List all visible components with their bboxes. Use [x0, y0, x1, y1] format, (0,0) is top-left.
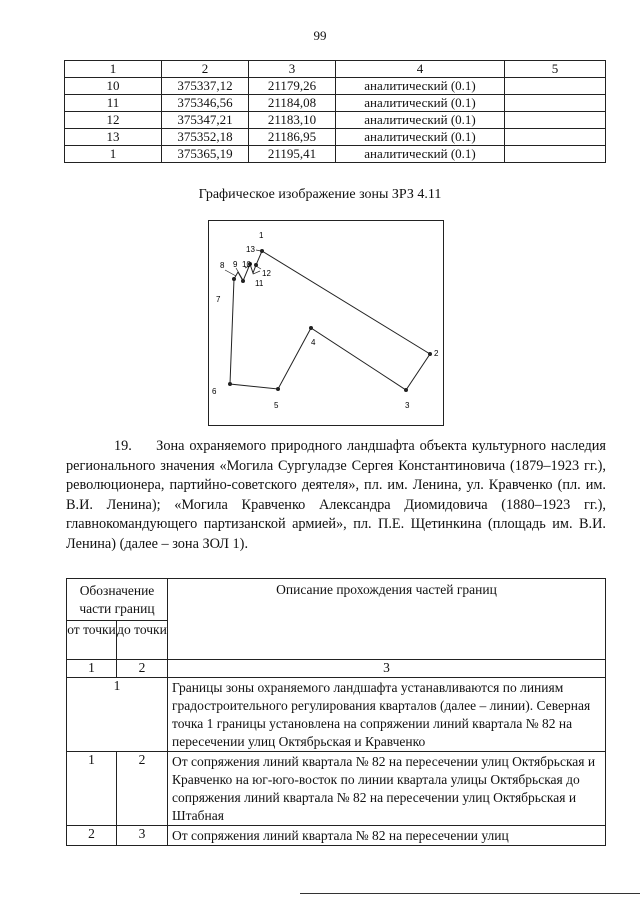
table-cell: аналитический (0.1) — [336, 146, 505, 163]
table-row — [65, 112, 606, 129]
table-cell: 375346,56 — [162, 95, 249, 112]
column-header: 1 — [65, 61, 162, 78]
table-cell-description: От сопряжения линий квартала № 82 на пересечении улиц Октябрьская и Кравченко на юг-юго-восток по линии квартала улицы Октябрьская до сопряжения линий квартала № 82 на пересечении улиц Октябрьская и Штабная — [168, 752, 606, 826]
vertex-6 — [228, 382, 232, 386]
table-cell: 21186,95 — [249, 129, 336, 146]
point-label-1: 1 — [259, 231, 264, 240]
table-cell: 375337,12 — [162, 78, 249, 95]
zone-description-paragraph — [66, 437, 606, 555]
point-label-11: 11 — [255, 279, 264, 288]
table-cell-from: 2 — [67, 826, 117, 846]
table-cell: 21184,08 — [249, 95, 336, 112]
coordinates-table — [64, 60, 606, 163]
point-label-3: 3 — [405, 401, 410, 410]
table-cell-description: От сопряжения линий квартала № 82 на пересечении улиц — [168, 826, 606, 846]
point-label-8: 8 — [220, 261, 225, 270]
column-number: 2 — [117, 660, 168, 678]
table-row — [65, 146, 606, 163]
point-label-4: 4 — [311, 338, 316, 347]
table-cell: 21179,26 — [249, 78, 336, 95]
column-header: 3 — [249, 61, 336, 78]
table-cell: 21183,10 — [249, 112, 336, 129]
table-cell: аналитический (0.1) — [336, 95, 505, 112]
table-header-row — [65, 61, 606, 78]
table-cell: 10 — [65, 78, 162, 95]
paragraph-text: Зона охраняемого природного ландшафта объекта культурного наследия регионального значения «Могила Сургуладзе Сергея Константиновича (1879–1923 гг.), революционера, партийно-советского деятеля», пл. им. Ленина, ул. Кравченко (пл. им. В.И. Ленина); «Могила Кравченко Александра Диомидовича (1880–1923 гг.), главнокомандующего партизанской армией», пл. П.Е. Щетинкина (площадь им. В.И. Ленина) (далее – зона ЗОЛ 1). — [66, 438, 606, 552]
table-row — [65, 129, 606, 146]
column-header: 4 — [336, 61, 505, 78]
table-cell: аналитический (0.1) — [336, 129, 505, 146]
zone-boundary-figure — [208, 220, 444, 426]
table-cell: аналитический (0.1) — [336, 78, 505, 95]
table-cell: 11 — [65, 95, 162, 112]
table-cell: 375365,19 — [162, 146, 249, 163]
table-cell-to: 2 — [117, 752, 168, 826]
vertex-3 — [404, 388, 408, 392]
header-description: Описание прохождения частей границ — [168, 579, 606, 660]
point-label-13: 13 — [246, 245, 255, 254]
zone-boundary-diagram — [208, 220, 444, 426]
header-from-point: от точки — [67, 621, 117, 660]
column-number: 3 — [168, 660, 606, 678]
table-cell: 13 — [65, 129, 162, 146]
table-cell-from: 1 — [67, 752, 117, 826]
table-cell — [505, 129, 606, 146]
point-label-5: 5 — [274, 401, 279, 410]
point-label-2: 2 — [434, 349, 439, 358]
point-label-10: 10 — [242, 260, 251, 269]
vertex-2 — [428, 352, 432, 356]
figure-caption: Графическое изображение зоны ЗРЗ 4.11 — [198, 187, 442, 202]
table-cell-description: Границы зоны охраняемого ландшафта устанавливаются по линиям градостроительного регулирования кварталов (далее – линии). Северная точка 1 границы установлена на сопряжении линий квартала № 82 на пересечении улиц Октябрьская и Кравченко — [168, 678, 606, 752]
table-number-row — [67, 660, 606, 678]
page-number: 99 — [313, 28, 327, 43]
table-row — [67, 678, 606, 752]
table-cell: 375347,21 — [162, 112, 249, 129]
header-to-point: до точки — [117, 621, 168, 660]
table-cell — [505, 112, 606, 129]
table-header-row — [67, 579, 606, 621]
table-row — [67, 826, 606, 846]
table-row — [65, 95, 606, 112]
table-row — [65, 78, 606, 95]
vertex-4 — [309, 326, 313, 330]
point-label-9: 9 — [233, 260, 238, 269]
column-header: 5 — [505, 61, 606, 78]
table-cell: 12 — [65, 112, 162, 129]
table-cell: 1 — [65, 146, 162, 163]
column-number: 1 — [67, 660, 117, 678]
column-header: 2 — [162, 61, 249, 78]
boundary-description-table — [66, 578, 606, 846]
table-cell-from: 1 — [67, 678, 168, 752]
point-label-6: 6 — [212, 387, 217, 396]
table-cell — [505, 78, 606, 95]
figure-frame — [209, 221, 444, 426]
page-bottom-divider — [300, 893, 640, 894]
paragraph-body — [66, 437, 606, 555]
table-cell: 21195,41 — [249, 146, 336, 163]
paragraph-number: 19. — [114, 438, 132, 454]
point-label-7: 7 — [216, 295, 221, 304]
table-cell — [505, 95, 606, 112]
header-designation: Обозначение части границ — [67, 579, 168, 621]
table-cell — [505, 146, 606, 163]
table-cell: аналитический (0.1) — [336, 112, 505, 129]
vertex-7 — [232, 277, 236, 281]
table-cell-to: 3 — [117, 826, 168, 846]
table-row — [67, 752, 606, 826]
table-cell: 375352,18 — [162, 129, 249, 146]
point-label-12: 12 — [262, 269, 271, 278]
vertex-5 — [276, 387, 280, 391]
